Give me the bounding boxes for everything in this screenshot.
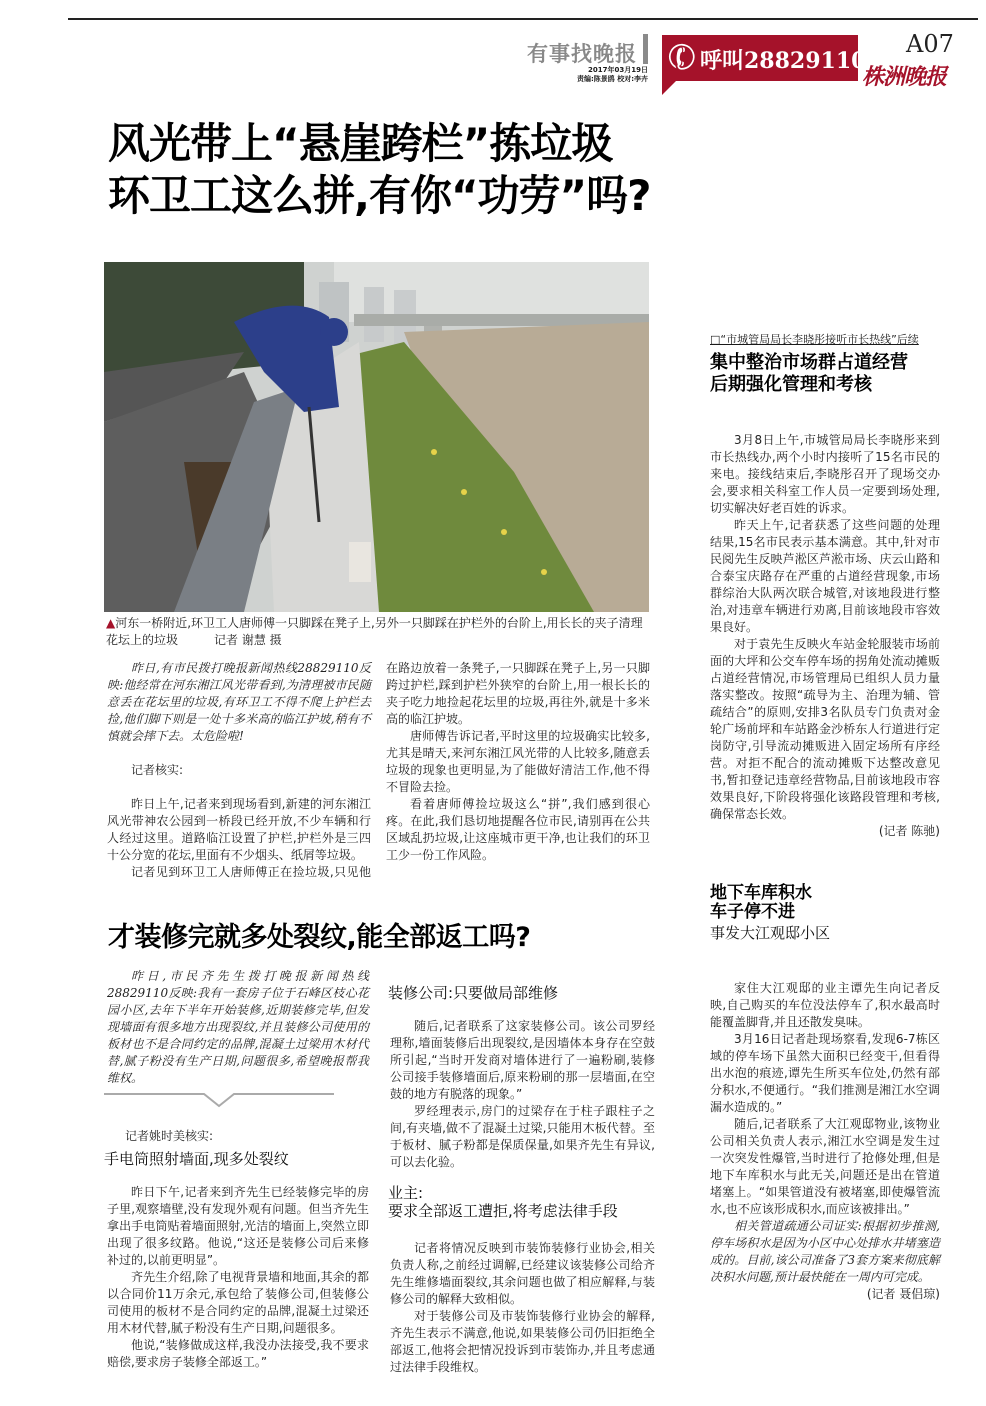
- issue-date: 2017年03月19日: [588, 66, 648, 74]
- story3-subhead-1: 手电筒照射墙面,现多处裂纹: [104, 1150, 289, 1168]
- chevron-divider: [104, 1090, 334, 1110]
- story1-verify-label: 记者核实:: [131, 763, 184, 777]
- story2-headline-line1: 集中整治市场群占道经营: [710, 352, 908, 373]
- main-headline: [108, 118, 651, 222]
- story3-subhead-3-line2: 要求全部返工遭拒,将考虑法律手段: [388, 1202, 618, 1220]
- story4-body: [710, 980, 940, 1303]
- news-photo: [104, 262, 649, 612]
- story1-column-left: [107, 660, 371, 881]
- story2-byline: (记者 陈驰): [878, 824, 940, 838]
- story2-kicker: □“市城管局局长李晓彤接听市长热线”后续: [710, 333, 919, 346]
- story1-paragraph-continued: [386, 660, 650, 728]
- story3-intro-text: 昨日,市民齐先生拨打晚报新闻热线28829110反映:我有一套房子位于石峰区枝心花园小区,去年下半年开始装修,近期装修完毕,但发现墙面有很多地方出现裂纹,并且装修公司使用的板材也不是合同约定的品牌,混凝土过梁用木材代替,腻子粉没有生产日期,问题很多,希望晚报帮我维权。: [107, 969, 369, 1085]
- story3-section2: [390, 1018, 655, 1171]
- story2-headline-line2: 后期强化管理和考核: [710, 374, 872, 395]
- story3-verify-label: 记者姚时美核实:: [125, 1129, 214, 1143]
- top-rule: [68, 18, 978, 20]
- story3-paragraph: 齐先生介绍,除了电视背景墙和地面,其余的都以合同价11万余元,承包给了装修公司,但装修公司使用的板材不是合同约定的品牌,混凝土过梁还用木材代替,腻子粉没有生产日期,问题很多。: [107, 1270, 369, 1335]
- story3-subhead-3: [388, 1184, 618, 1220]
- story4-byline: (记者 聂侣琼): [866, 1287, 940, 1301]
- story4-paragraph: 相关管道疏通公司证实:根据初步推测,停车场积水是因为小区中心处排水井堵塞造成的。目前,该公司准备了3套方案来彻底解决积水问题,预计最快能在一周内可完成。: [710, 1219, 940, 1284]
- story1-column-right: [386, 660, 650, 864]
- story2-paragraph: 3月8日上午,市城管局局长李晓彤来到市长热线办,两个小时内接听了15名市民的来电。接线结束后,李晓彤召开了现场交办会,要求相关科室工作人员一定要到场处理,切实解决好老百姓的诉求。: [710, 433, 940, 515]
- story4-headline: [710, 884, 812, 922]
- story3-paragraph: 记者将情况反映到市装饰装修行业协会,相关负责人称,之前经过调解,已经建议该装修公司给齐先生维修墙面裂纹,其余问题也做了相应解释,与装修公司的解释大致相似。: [390, 1241, 655, 1306]
- story1-paragraph: 昨日,有市民拨打晚报新闻热线28829110反映:他经常在河东湘江风光带看到,为清理被市民随意丢在花坛里的垃圾,有环卫工不得不爬上护栏去捡,他们脚下则是一处十多米高的临江护坡,稍有不慎就会摔下去。太危险啦!: [107, 661, 371, 743]
- header-separator: [643, 34, 648, 64]
- triangle-icon: ▲: [106, 616, 116, 630]
- page-number: A07: [906, 30, 954, 58]
- story4-headline-line1: 地下车库积水: [710, 883, 812, 903]
- story3-paragraph: 昨日下午,记者来到齐先生已经装修完毕的房子里,观察墙壁,没有发现外观有问题。但当齐先生拿出手电筒贴着墙面照射,光洁的墙面上,突然立即出现了很多纹路。他说,“这还是装修公司后来修补过的,以前更明显”。: [107, 1185, 369, 1267]
- main-headline-line2: 环卫工这么拼,有你“功劳”吗?: [108, 171, 651, 220]
- story3-headline: 才装修完就多处裂纹,能全部返工吗?: [108, 922, 531, 953]
- story1-paragraph: 看着唐师傅捡垃圾这么“拼”,我们感到很心疼。在此,我们恳切地提醒各位市民,请别再在公共区域乱扔垃圾,让这座城市更干净,也让我们的环卫工少一份工作风险。: [386, 797, 650, 862]
- story2-paragraph: 昨天上午,记者获悉了这些问题的处理结果,15名市民表示基本满意。其中,针对市民阅先生反映芦淞区芦淞市场、庆云山路和合泰宝庆路存在严重的占道经营现象,市场群综治大队两次联合城管,对该地段进行整治,对违章车辆进行劝离,目前该地段市容效果良好。: [710, 518, 940, 634]
- hotline-number: 呼叫28829110: [700, 48, 867, 74]
- main-headline-line1: 风光带上“悬崖跨栏”拣垃圾: [108, 119, 613, 168]
- story1-paragraph-continued-text: 在路边放着一条凳子,一只脚踩在凳子上,另一只脚跨过护栏,踩到护栏外狭窄的台阶上,用一根长长的夹子吃力地捡起花坛里的垃圾,再往外,就是十多米高的临江护坡。: [386, 661, 650, 726]
- hotline-banner-tail: [662, 81, 676, 95]
- story4-paragraph: 随后,记者联系了大江观邸物业,该物业公司相关负责人表示,湘江水空调是发生过一次突发性爆管,当时进行了抢修处理,但是地下车库积水与此无关,问题还是出在管道堵塞上。“如果管道没有被堵塞,即使爆管流水,也不应该形成积水,而应该被排出。”: [710, 1117, 940, 1216]
- story4-paragraph: 家住大江观邸的业主谭先生向记者反映,自己购买的车位没法停车了,积水最高时能覆盖脚背,并且还散发臭味。: [710, 981, 940, 1029]
- story1-paragraph: 昨日上午,记者来到现场看到,新建的河东湘江风光带神农公园到一桥段已经开放,不少车辆和行人经过这里。道路临江设置了护栏,护栏外是三四十公分宽的花坛,里面有不少烟头、纸屑等垃圾。: [107, 797, 371, 862]
- caption-credit: 记者 谢慧 摄: [214, 633, 282, 647]
- story4-subtitle: 事发大江观邸小区: [710, 924, 831, 942]
- editor-credits: 责编:陈景鸥 校对:李卉: [576, 75, 648, 83]
- story1-paragraph: 记者见到环卫工人唐师傅正在捡垃圾,只见他: [131, 865, 371, 879]
- story3-intro: [107, 968, 369, 1087]
- story3-paragraph: 对于装修公司及市装饰装修行业协会的解释,齐先生表示不满意,他说,如果装修公司仍旧拒绝全部返工,他将会把情况投诉到市装饰办,并且考虑通过法律手段维权。: [390, 1309, 655, 1374]
- section-name: 有事找晚报: [527, 42, 637, 66]
- story2-body: [710, 432, 940, 840]
- photo-illustration: [104, 262, 649, 612]
- story3-subhead-3-line1: 业主:: [388, 1184, 424, 1202]
- story3-section3: [390, 1240, 655, 1376]
- story3-subhead-2: 装修公司:只要做局部维修: [388, 984, 559, 1002]
- story3-paragraph: 随后,记者联系了这家装修公司。该公司罗经理称,墙面装修后出现裂纹,是因墙体本身存在空鼓所引起,“当时开发商对墙体进行了一遍粉刷,装修公司接手装修墙面后,原来粉刷的那一层墙面,在空鼓的地方有脱落的现象。”: [390, 1019, 655, 1101]
- phone-icon: ✆: [662, 34, 703, 82]
- photo-caption: [106, 615, 652, 649]
- story3-paragraph: 他说,“装修做成这样,我没办法接受,我不要求赔偿,要求房子装修全部返工。”: [107, 1338, 369, 1369]
- story3-section1: [107, 1184, 369, 1371]
- story4-headline-line2: 车子停不进: [710, 902, 795, 922]
- caption-text: 河东一桥附近,环卫工人唐师傅一只脚踩在凳子上,另外一只脚踩在护栏外的台阶上,用长长的夹子清理花坛上的垃圾: [106, 616, 643, 647]
- story2-headline: [710, 352, 908, 396]
- story3-paragraph: 罗经理表示,房门的过梁存在于柱子跟柱子之间,有夹墙,做不了混凝土过梁,只能用木板代替。至于板材、腻子粉都是保质保量,如果齐先生有异议,可以去化验。: [390, 1104, 655, 1169]
- story1-paragraph: 唐师傅告诉记者,平时这里的垃圾确实比较多,尤其是晴天,来河东湘江风光带的人比较多,随意丢垃圾的现象也更明显,为了能做好清洁工作,他不得不冒险去捡。: [386, 729, 650, 794]
- masthead-logo: 株洲晚报: [862, 64, 947, 90]
- story4-paragraph: 3月16日记者赴现场察看,发现6-7栋区域的停车场下虽然大面积已经变干,但看得出水泡的痕迹,谭先生所买车位处,仍然有部分积水,不便通行。“我们推测是湘江水空调漏水造成的。”: [710, 1032, 940, 1114]
- story2-paragraph: 对于袁先生反映火车站金轮服装市场前面的大坪和公交车停车场的拐角处流动摊贩占道经营情况,市场管理局已组织人员力量落实整改。按照“疏导为主、治理为辅、管疏结合”的原则,安排3名队员专门负责对金轮广场前坪和车站路金沙桥东人行道进行定岗防守,引导流动摊贩进入固定场所有序经营。对拒不配合的流动摊贩下达整改意见书,暂扣登记违章经营物品,目前该地段市容效果良好,下阶段将强化该路段管理和考核,确保常态长效。: [710, 637, 940, 821]
